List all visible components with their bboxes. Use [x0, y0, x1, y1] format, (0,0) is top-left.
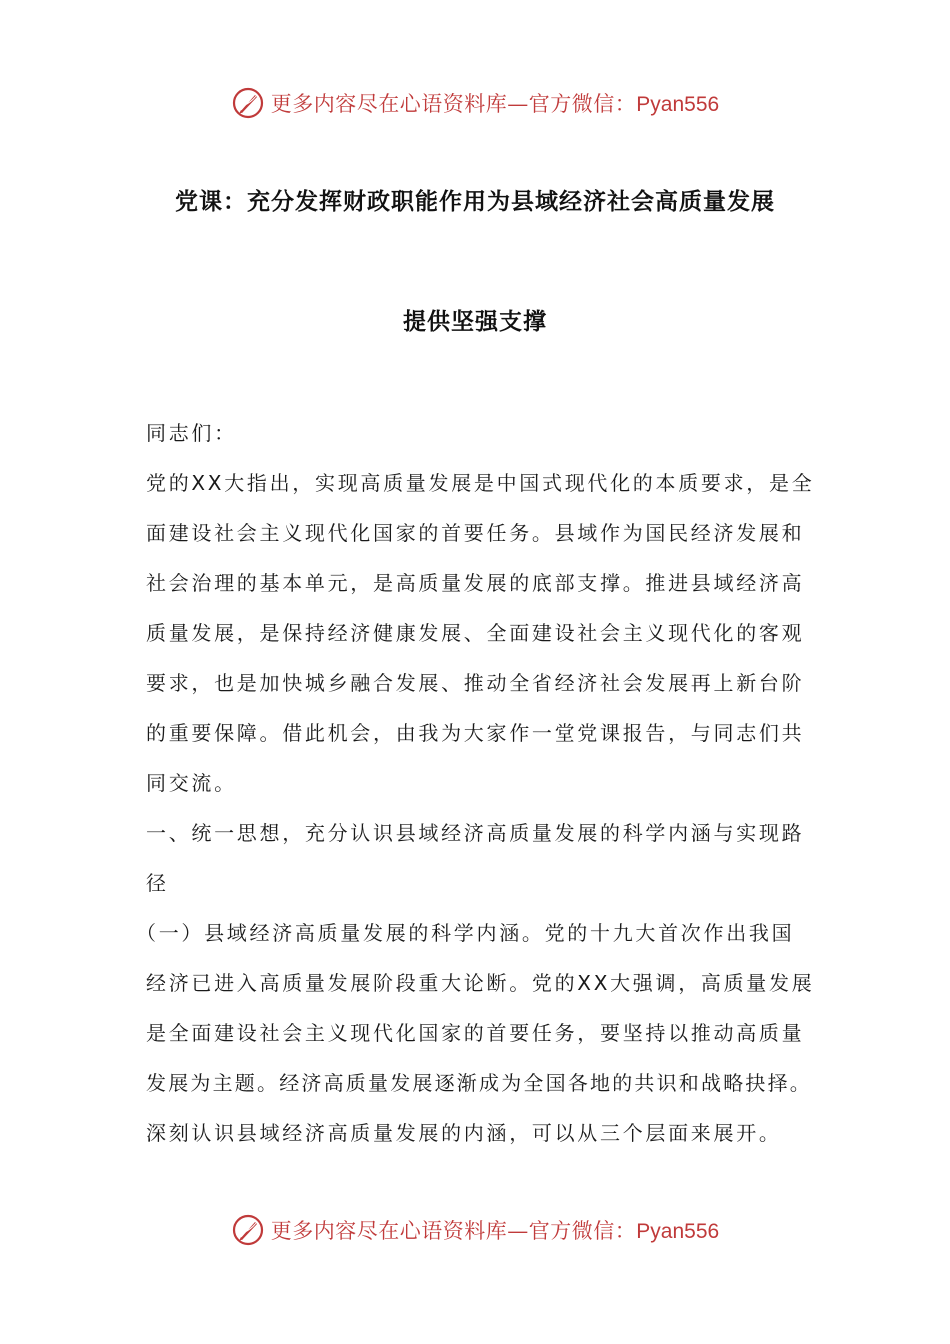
body-line: 质量发展，是保持经济健康发展、全面建设社会主义现代化的客观	[146, 621, 805, 645]
footer-watermark	[0, 1210, 950, 1250]
body-line: 深刻认识县域经济高质量发展的内涵，可以从三个层面来展开。	[146, 1121, 782, 1145]
body-line: 面建设社会主义现代化国家的首要任务。县域作为国民经济发展和	[146, 521, 805, 545]
body-line: 经济已进入高质量发展阶段重大论断。党的XX大强调，高质量发展	[146, 971, 815, 995]
section-heading: 一、统一思想，充分认识县域经济高质量发展的科学内涵与实现路	[146, 821, 805, 845]
subsection-line: （一）县域经济高质量发展的科学内涵。党的十九大首次作出我国	[136, 921, 795, 945]
quill-logo-icon	[231, 1213, 265, 1247]
document-title-line-1: 党课：充分发挥财政职能作用为县域经济社会高质量发展	[175, 189, 775, 215]
body-line: 发展为主题。经济高质量发展逐渐成为全国各地的共识和战略抉择。	[146, 1071, 812, 1095]
body-line: 社会治理的基本单元，是高质量发展的底部支撑。推进县域经济高	[146, 571, 805, 595]
quill-logo-icon	[231, 86, 265, 120]
section-heading: 径	[146, 871, 169, 895]
header-watermark	[0, 83, 950, 123]
document-body	[136, 414, 815, 1164]
watermark-text: 更多内容尽在心语资料库—官方微信：Pyan556	[270, 92, 720, 116]
watermark-text: 更多内容尽在心语资料库—官方微信：Pyan556	[270, 1219, 720, 1243]
body-line: 同志们：	[146, 421, 237, 445]
body-line: 要求，也是加快城乡融合发展、推动全省经济社会发展再上新台阶	[146, 671, 805, 695]
document-title-line-2: 提供坚强支撑	[403, 309, 547, 335]
body-line: 是全面建设社会主义现代化国家的首要任务，要坚持以推动高质量	[146, 1021, 805, 1045]
body-line: 同交流。	[146, 771, 237, 795]
body-line: 党的XX大指出，实现高质量发展是中国式现代化的本质要求，是全	[146, 471, 815, 495]
body-line: 的重要保障。借此机会，由我为大家作一堂党课报告，与同志们共	[146, 721, 805, 745]
